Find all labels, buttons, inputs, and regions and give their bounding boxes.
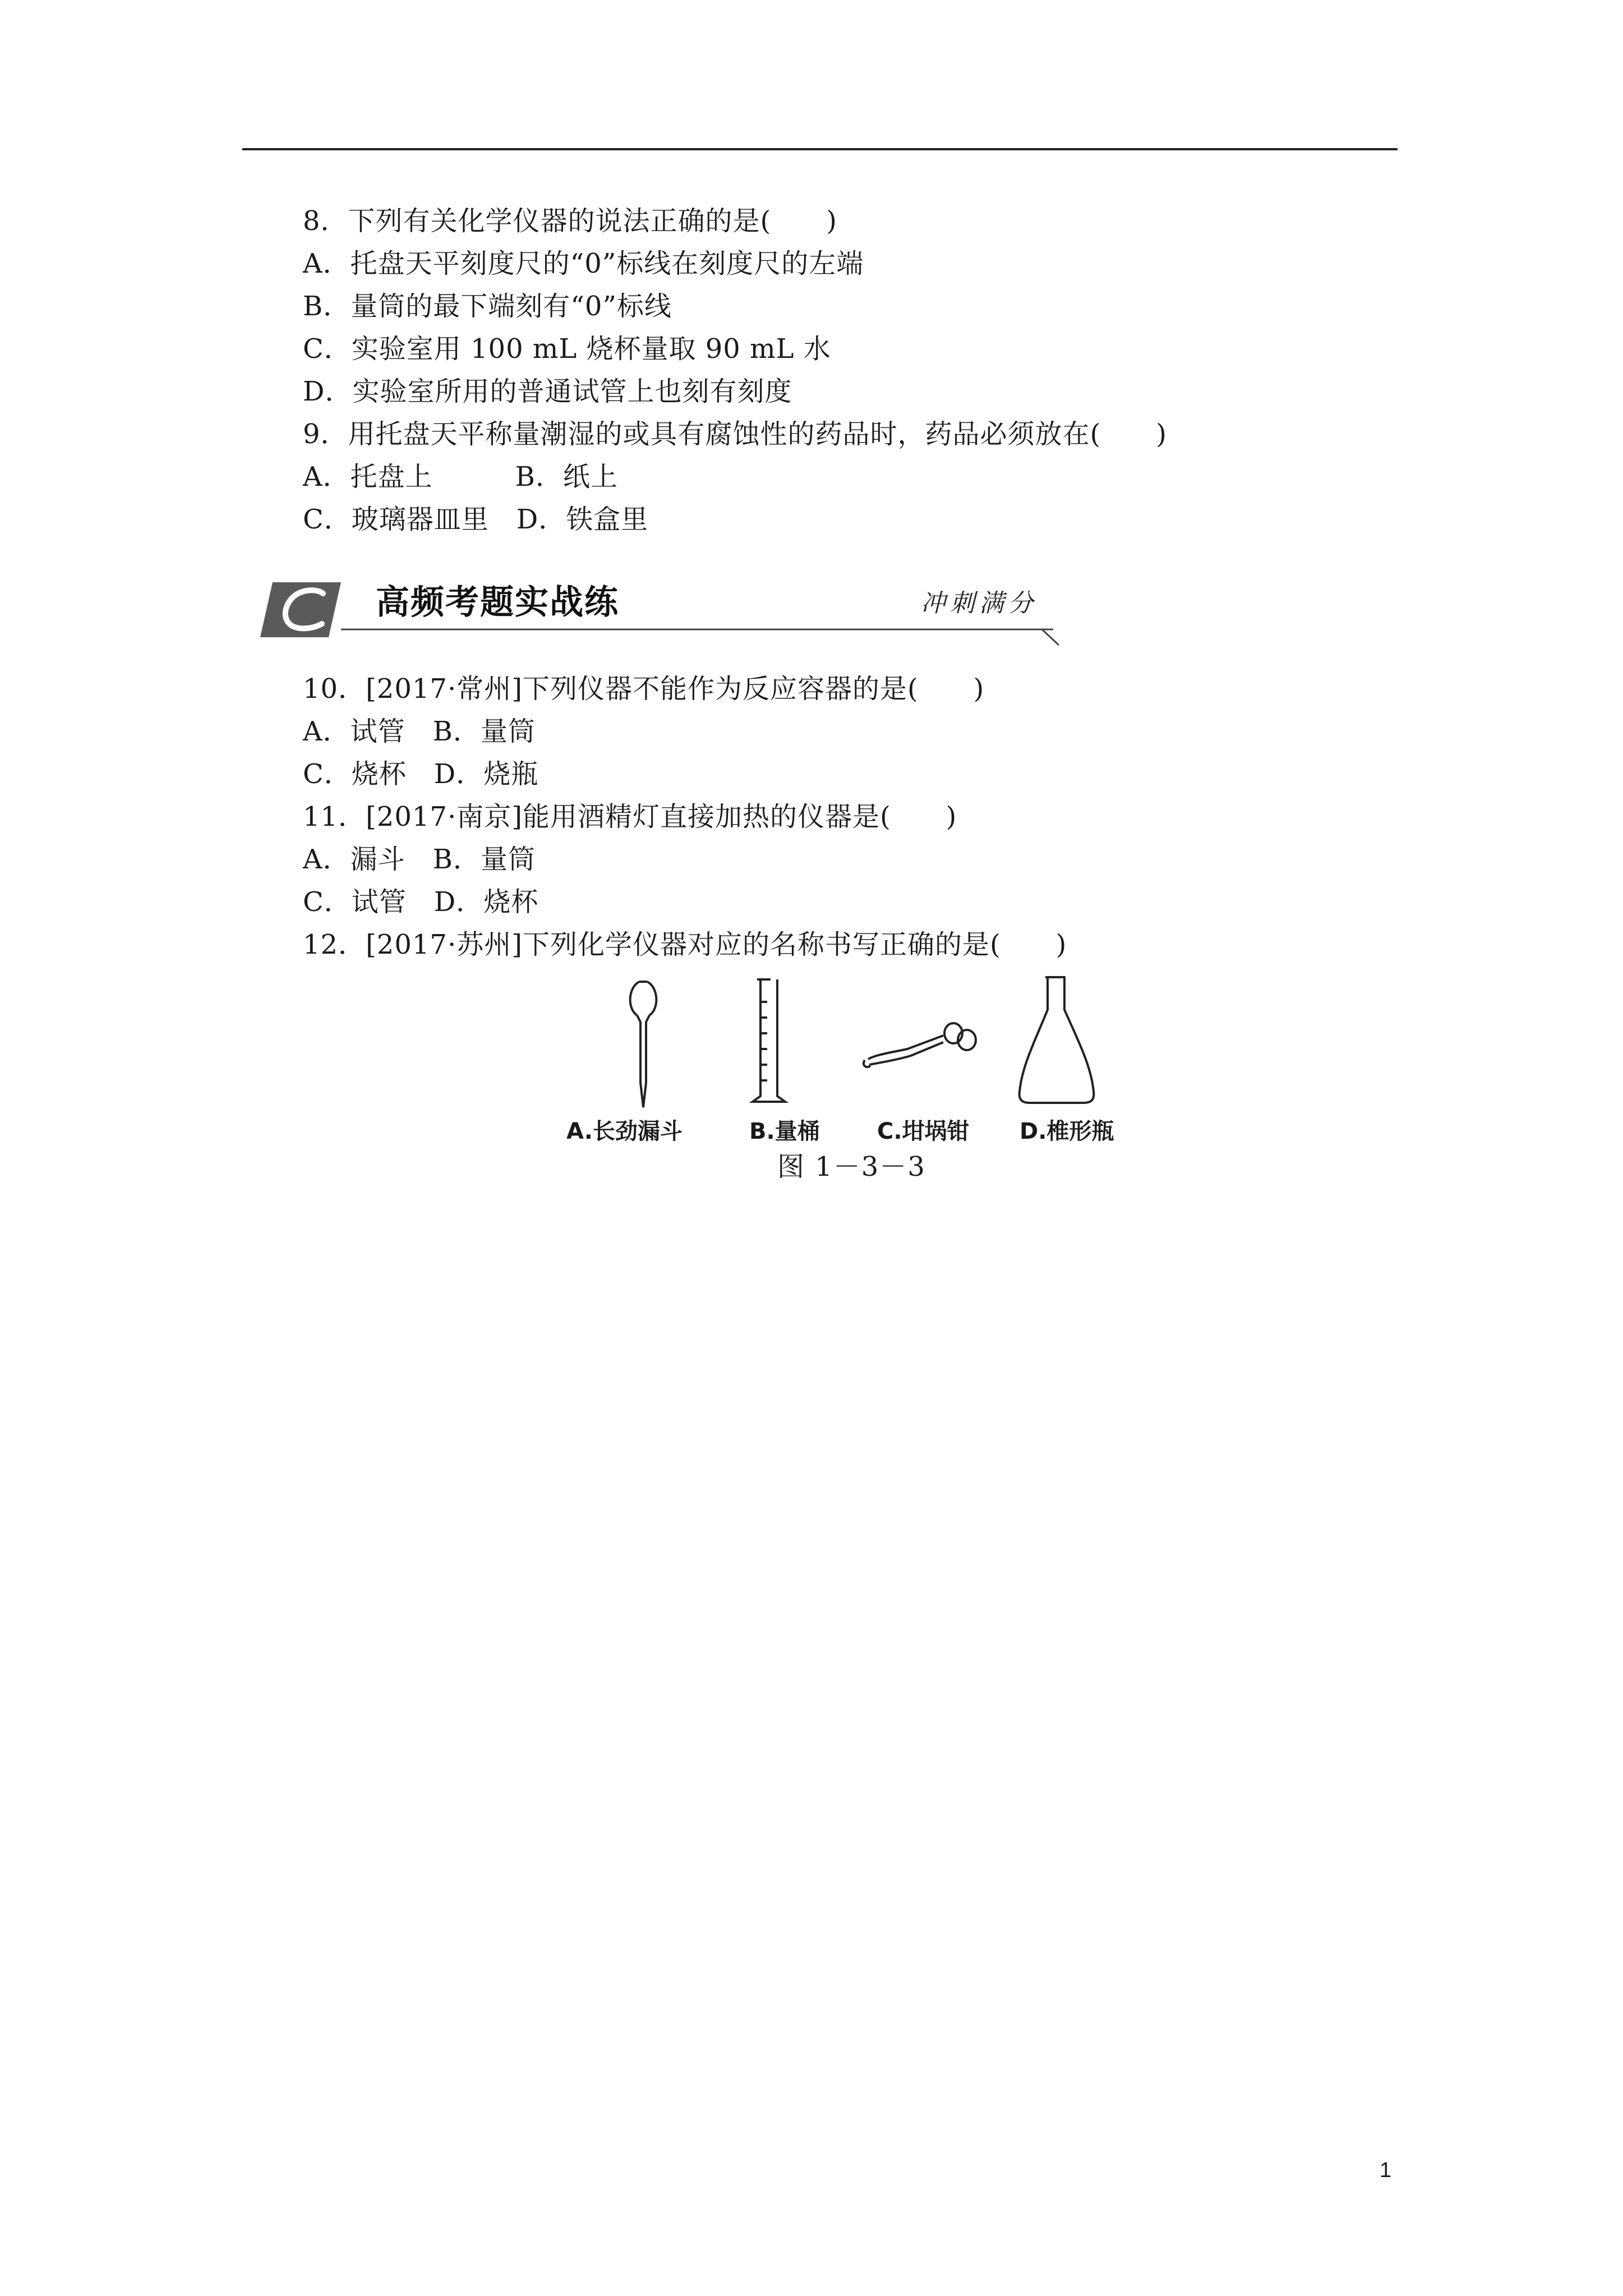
long-neck-funnel-icon <box>630 982 657 1107</box>
conical-flask-icon <box>1020 977 1094 1103</box>
question-9-options-cd: C．玻璃器皿里 D．铁盒里 <box>303 504 649 535</box>
question-8-option-d: D．实验室所用的普通试管上也刻有刻度 <box>303 376 792 407</box>
question-10-options-ab: A．试管 B．量筒 <box>303 716 536 747</box>
header-rule <box>242 148 1398 150</box>
instrument-figure <box>566 970 1138 1156</box>
question-9-options-ab: A．托盘上 B．纸上 <box>303 461 618 493</box>
section-banner <box>257 571 1064 647</box>
graduated-cylinder-icon <box>753 979 785 1102</box>
figure-label-b: B.量桶 <box>749 1119 820 1144</box>
question-8-option-b: B．量筒的最下端刻有“0”标线 <box>303 291 672 322</box>
question-11-stem: 11．[2017·南京]能用酒精灯直接加热的仪器是( ) <box>303 801 957 832</box>
figure-label-d: D.椎形瓶 <box>1020 1119 1114 1144</box>
figure-caption: 图 1－3－3 <box>777 1151 926 1182</box>
section-subtitle: 冲刺满分 <box>921 589 1038 618</box>
question-8-option-c: C．实验室用 100 mL 烧杯量取 90 mL 水 <box>303 333 831 365</box>
page-number: 1 <box>1380 2159 1392 2182</box>
question-11-options-ab: A．漏斗 B．量筒 <box>303 844 536 875</box>
question-10-stem: 10．[2017·常州]下列仪器不能作为反应容器的是( ) <box>303 673 985 705</box>
figure-label-a: A.长劲漏斗 <box>566 1119 683 1144</box>
question-11-options-cd: C．试管 D．烧杯 <box>303 886 539 918</box>
question-10-options-cd: C．烧杯 D．烧瓶 <box>303 758 539 790</box>
instrument-drawings <box>566 970 1138 1116</box>
question-9-stem: 9．用托盘天平称量潮湿的或具有腐蚀性的药品时，药品必须放在( ) <box>303 418 1167 450</box>
crucible-tongs-icon <box>864 1023 976 1067</box>
section-underline-tail <box>1042 629 1059 645</box>
figure-label-c: C.坩埚钳 <box>877 1119 970 1144</box>
section-title: 高频考题实战练 <box>376 583 619 622</box>
question-8-option-a: A．托盘天平刻度尺的“0”标线在刻度尺的左端 <box>303 248 864 279</box>
question-8-stem: 8．下列有关化学仪器的说法正确的是( ) <box>303 205 837 237</box>
question-12-stem: 12．[2017·苏州]下列化学仪器对应的名称书写正确的是( ) <box>303 929 1067 960</box>
